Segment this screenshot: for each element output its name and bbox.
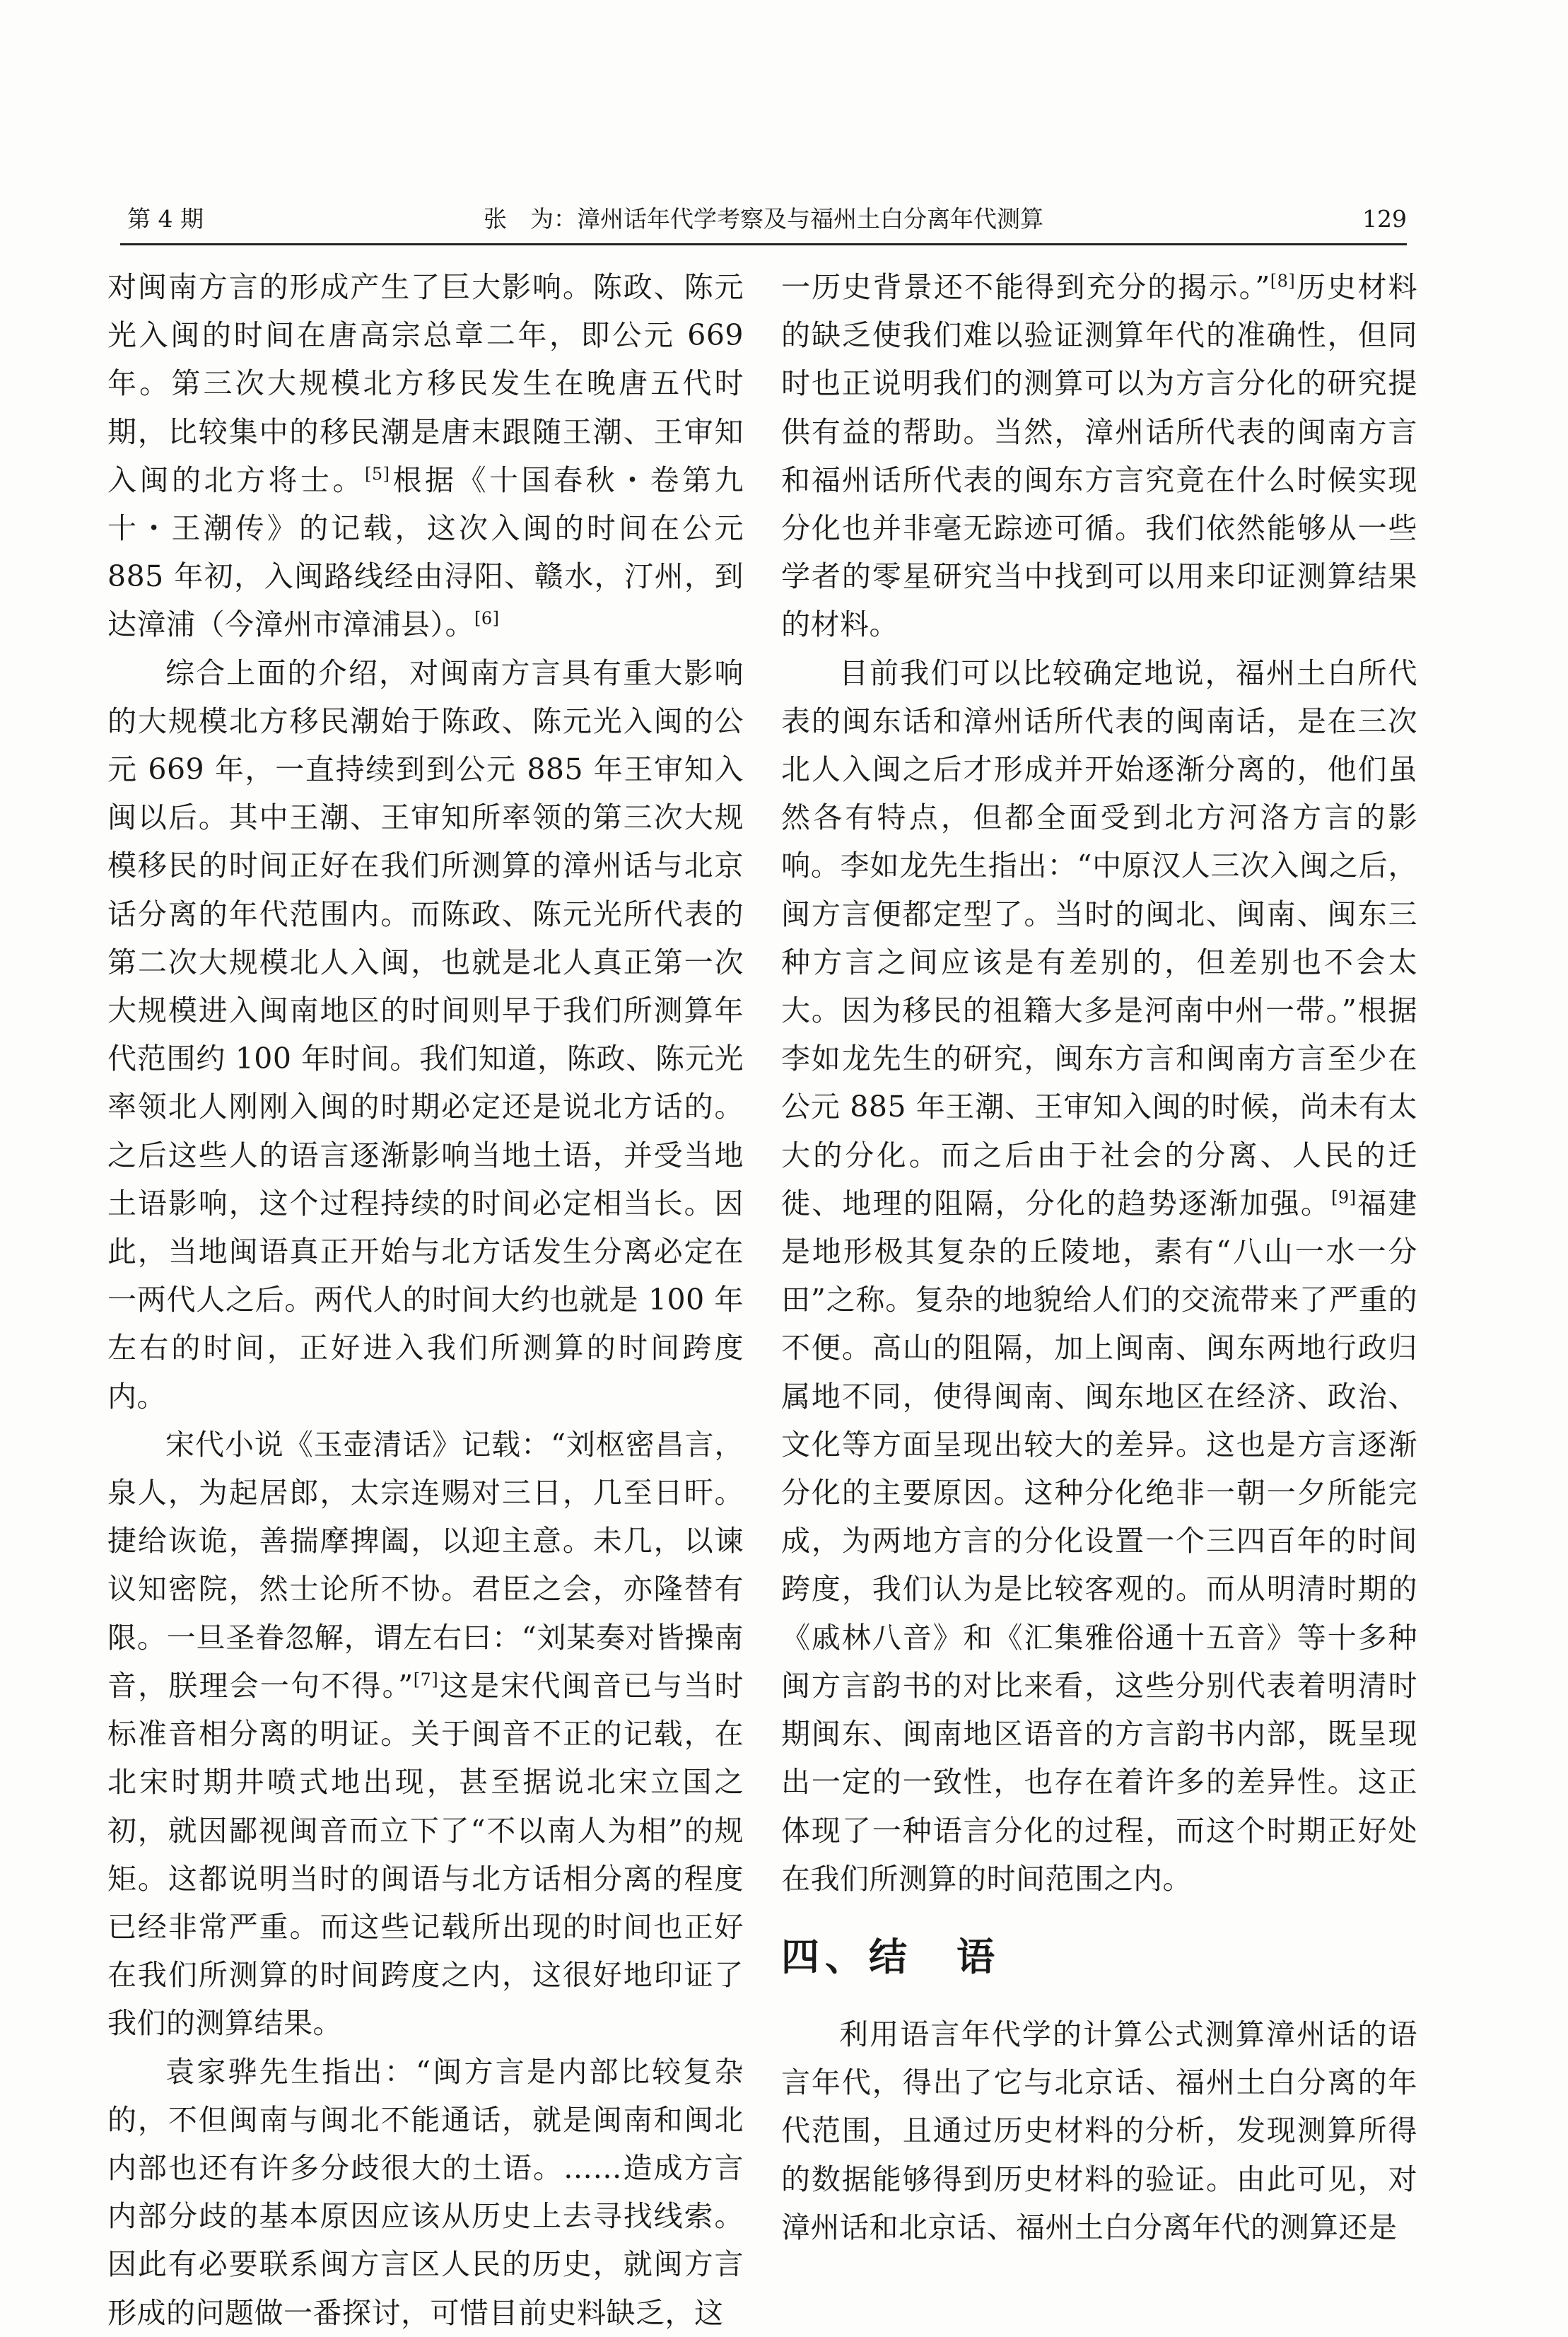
paragraph: 袁家骅先生指出：“闽方言是内部比较复杂的，不但闽南与闽北不能通话，就是闽南和闽北内部也还有许多分歧很大的土语。……造成方言内部分歧的基本原因应该从历史上去寻找线索。因此有必要联系闽方言区人民的历史，就闽方言形成的问题做一番探讨，可惜目前史料缺乏，这 — [107, 2054, 744, 2330]
citation-ref: [8] — [1270, 271, 1296, 291]
paragraph: 综合上面的介绍，对闽南方言具有重大影响的大规模北方移民潮始于陈政、陈元光入闽的公元 669 年，一直持续到到公元 885 年王审知入闽以后。其中王潮、王审知所率领的第三次大规模移民的时间正好在我们所测算的漳州话与北京话分离的年代范围内。而陈政、陈元光所代表的第二次大规模北人入闽，也就是北人真正第一次大规模进入闽南地区的时间则早于我们所测算年代范围约 100 年时间。我们知道，陈政、陈元光率领北人刚刚入闽的时期必定还是说北方话的。之后这些人的语言逐渐影响当地土语，并受当地土语影响，这个过程持续的时间必定相当长。因此，当地闽语真正开始与北方话发生分离必定在一两代人之后。两代人的时间大约也就是 100 年左右的时间，正好进入我们所测算的时间跨度内。 — [107, 655, 744, 1414]
running-title: 张 为：漳州话年代学考察及与福州土白分离年代测算 — [484, 205, 1043, 233]
paragraph: 目前我们可以比较确定地说，福州土白所代表的闽东话和漳州话所代表的闽南话，是在三次北人入闽之后才形成并开始逐渐分离的，他们虽然各有特点，但都全面受到北方河洛方言的影响。李如龙先生指出：“中原汉人三次入闽之后，闽方言便都定型了。当时的闽北、闽南、闽东三种方言之间应该是有差别的，但差别也不会太大。因为移民的祖籍大多是河南中州一带。”根据李如龙先生的研究，闽东方言和闽南方言至少在公元 885 年王潮、王审知入闽的时候，尚未有太大的分化。而之后由于社会的分离、人民的迁徙、地理的阻隔，分化的趋势逐渐加强。[9]福建是地形极其复杂的丘陵地，素有“八山一水一分田”之称。复杂的地貌给人们的交流带来了严重的不便。高山的阻隔，加上闽南、闽东两地行政归属地不同，使得闽南、闽东地区在经济、政治、文化等方面呈现出较大的差异。这也是方言逐渐分化的主要原因。这种分化绝非一朝一夕所能完成，为两地方言的分化设置一个三四百年的时间跨度，我们认为是比较客观的。而从明清时期的《戚林八音》和《汇集雅俗通十五音》等十多种闽方言韵书的对比来看，这些分别代表着明清时期闽东、闽南地区语音的方言韵书内部，既呈现出一定的一致性，也存在着许多的差异性。这正体现了一种语言分化的过程，而这个时期正好处在我们所测算的时间范围之内。 — [781, 655, 1418, 1896]
paragraph: 利用语言年代学的计算公式测算漳州话的语言年代，得出了它与北京话、福州土白分离的年代范围，且通过历史材料的分析，发现测算所得的数据能够得到历史材料的验证。由此可见，对漳州话和北京话、福州土白分离年代的测算还是 — [781, 2017, 1417, 2244]
header-rule — [120, 243, 1407, 245]
running-header — [120, 204, 1407, 246]
paragraph: 对闽南方言的形成产生了巨大影响。陈政、陈元光入闽的时间在唐高宗总章二年，即公元 669 年。第三次大规模北方移民发生在晚唐五代时期，比较集中的移民潮是唐末跟随王潮、王审知入闽的北方将士。[5]根据《十国春秋・卷第九十・王潮传》的记载，这次入闽的时间在公元 885 年初，入闽路线经由浔阳、赣水，汀州，到达漳浦（今漳州市漳浦县）。[6] — [107, 270, 744, 642]
citation-ref: [7] — [413, 1669, 439, 1690]
section-heading: 四、结 语 — [781, 1934, 1000, 1979]
paragraph: 一历史背景还不能得到充分的揭示。”[8]历史材料的缺乏使我们难以验证测算年代的准确性，但同时也正说明我们的测算可以为方言分化的研究提供有益的帮助。当然，漳州话所代表的闽南方言和福州话所代表的闽东方言究竟在什么时候实现分化也并非毫无踪迹可循。我们依然能够从一些学者的零星研究当中找到可以用来印证测算结果的材料。 — [781, 270, 1418, 642]
issue-number: 第 4 期 — [127, 205, 204, 233]
page-number: 129 — [1362, 205, 1407, 233]
left-column — [107, 263, 744, 2337]
citation-ref: [5] — [365, 464, 390, 484]
citation-ref: [9] — [1331, 1187, 1357, 1208]
paragraph: 宋代小说《玉壶清话》记载：“刘枢密昌言，泉人，为起居郎，太宗连赐对三日，几至日旰。捷给诙诡，善揣摩捭阖，以迎主意。未几，以谏议知密院，然士论所不协。君臣之会，亦隆替有限。一旦圣眷忽解，谓左右曰：“刘某奏对皆操南音，朕理会一句不得。”[7]这是宋代闽音已与当时标准音相分离的明证。关于闽音不正的记载，在北宋时期井喷式地出现，甚至据说北宋立国之初，就因鄙视闽音而立下了“不以南人为相”的规矩。这都说明当时的闽语与北方话相分离的程度已经非常严重。而这些记载所出现的时间也正好在我们所测算的时间跨度之内，这很好地印证了我们的测算结果。 — [107, 1427, 744, 2041]
right-column — [781, 263, 1417, 2251]
citation-ref: [6] — [474, 608, 500, 629]
scan-speck — [1089, 2164, 1093, 2168]
